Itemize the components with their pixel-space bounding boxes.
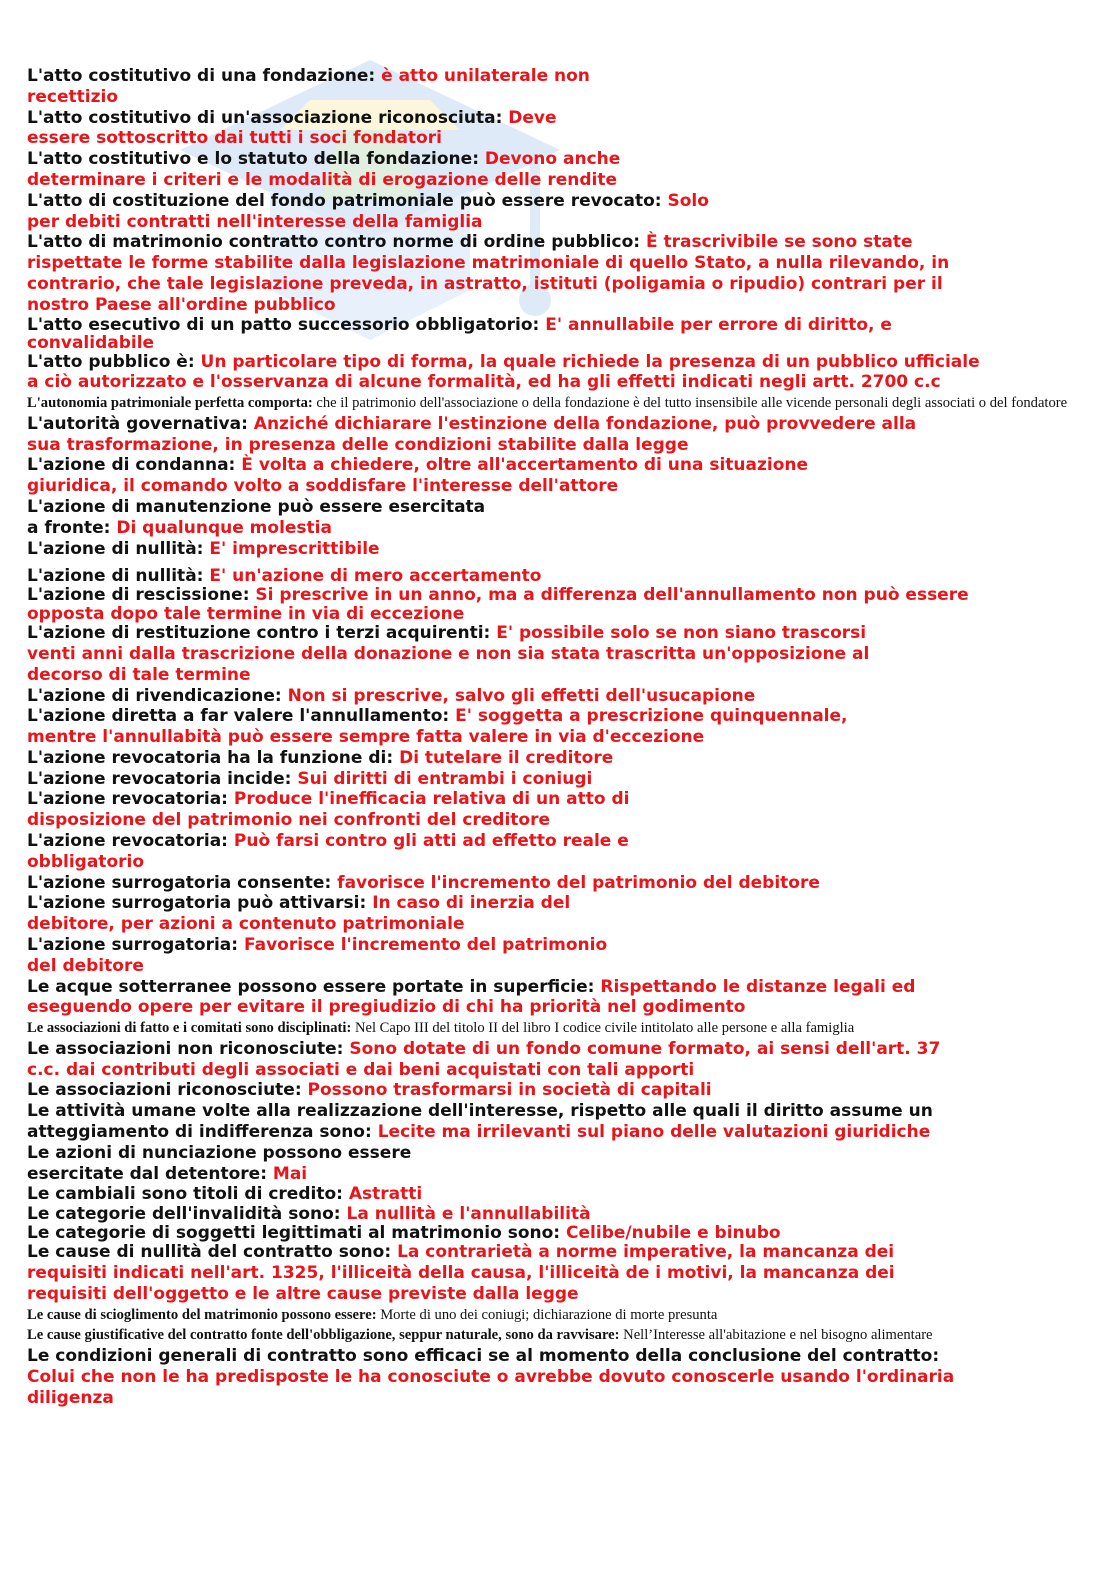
question-text: L'azione surrogatoria può attivarsi:: [27, 893, 373, 914]
question-text: L'azione di nullità:: [27, 566, 210, 587]
answer-text: è atto unilaterale non recettizio: [27, 66, 590, 107]
answer-text: Un particolare tipo di forma, la quale richiede la presenza di un pubblico ufficiale a ciò autorizzato e l'osservanza di alcune formalità, ed ha gli effetti indicati negli artt. 2700 c.c: [27, 351, 980, 393]
answer-text: E' soggetta a prescrizione quinquennale, mentre l'annullabità può essere sempre fatta valere in via d'eccezione: [27, 706, 848, 748]
qa-entry: [27, 539, 1097, 560]
answer-text: Nel Capo III del titolo II del libro I codice civile intitolato alle persone e alla famiglia: [354, 1020, 855, 1037]
answer-text: Lecite ma irrilevanti sul piano delle valutazioni giuridiche: [377, 1122, 931, 1143]
qa-entry: [27, 567, 1097, 586]
qa-entry: [27, 497, 1097, 539]
question-text: L'azione revocatoria ha la funzione di:: [27, 747, 400, 768]
answer-text: Celibe/nubile e binubo: [566, 1222, 781, 1243]
question-text: Le cause di nullità del contratto sono:: [27, 1242, 398, 1263]
question-text: Le acque sotterranee possono essere portate in superficie:: [27, 976, 601, 997]
answer-text: favorisce l'incremento del patrimonio del debitore: [337, 872, 820, 893]
question-text: L'azione surrogatoria:: [27, 935, 244, 956]
question-text: Le azioni di nunciazione possono essere esercitate dal detentore:: [27, 1142, 412, 1184]
answer-text: Devono anche determinare i criteri e le modalità di erogazione delle rendite: [27, 149, 621, 190]
question-text: Le condizioni generali di contratto sono efficaci se al momento della conclusione del contratto:: [27, 1345, 940, 1366]
qa-entry: [27, 1143, 1097, 1185]
qa-entry: [27, 455, 1097, 497]
qa-entry: [27, 935, 1097, 977]
question-text: L'atto di matrimonio contratto contro norme di ordine pubblico:: [27, 232, 646, 253]
answer-text: Solo per debiti contratti nell'interesse della famiglia: [27, 190, 709, 232]
question-text: Le associazioni riconosciute:: [27, 1080, 308, 1101]
answer-text: Morte di uno dei coniugi; dichiarazione di morte presunta: [380, 1306, 718, 1323]
answer-text: Favorisce l'incremento del patrimonio del debitore: [27, 935, 608, 976]
qa-entry: [27, 586, 1097, 623]
answer-text: Colui che non le ha predisposte le ha conosciute o avrebbe dovuto conoscerle usando l'ordinaria diligenza: [27, 1366, 955, 1408]
answer-text: E' annullabile per errore di diritto, e convalidabile: [27, 314, 892, 353]
qa-entry: [27, 873, 1097, 894]
question-text: L'atto pubblico è:: [27, 351, 201, 372]
qa-entry: [27, 1325, 1097, 1346]
answer-text: Produce l'inefficacia relativa di un atto di disposizione del patrimonio nei confronti del creditore: [27, 789, 630, 831]
qa-entry: [27, 893, 1097, 935]
qa-entry: [27, 316, 1097, 352]
qa-entry: [27, 352, 1097, 394]
answer-text: Mai: [272, 1163, 308, 1184]
qa-entry: [27, 831, 1097, 873]
answer-text: La contrarietà a norme imperative, la mancanza dei requisiti indicati nell'art. 1325, l'illiceità della causa, l'illiceità de i motivi, la mancanza dei requisiti dell'oggetto e le altre cause previste dalla legge: [27, 1242, 895, 1304]
qa-entry: [27, 232, 1097, 315]
qa-entry: [27, 1205, 1097, 1224]
qa-entry: [27, 1184, 1097, 1205]
question-text: Le categorie di soggetti legittimati al matrimonio sono:: [27, 1222, 567, 1243]
question-text: L'azione revocatoria:: [27, 831, 234, 852]
qa-entry: [27, 706, 1097, 748]
qa-entry: [27, 1080, 1097, 1101]
question-text: L'azione di restituzione contro i terzi acquirenti:: [27, 623, 497, 644]
answer-text: Si prescrive in un anno, ma a differenza dell'annullamento non può essere opposta dopo tale termine in via di eccezione: [27, 584, 969, 624]
answer-text: È trascrivibile se sono state rispettate le forme stabilite dalla legislazione matrimoniale di quello Stato, a nulla rilevando, in contrario, che tale legislazione preveda, in astratto, istituti (poligamia o ripudio) contrari per il nostro Paese all'ordine pubblico: [27, 232, 950, 315]
answer-text: E' possibile solo se non siano trascorsi venti anni dalla trascrizione della donazione e non sia stata trascritta un'opposizione al decorso di tale termine: [27, 623, 870, 685]
question-text: L'azione diretta a far valere l'annullamento:: [27, 706, 456, 727]
answer-text: Può farsi contro gli atti ad effetto reale e obbligatorio: [27, 831, 629, 872]
question-text: L'atto costitutivo e lo statuto della fondazione:: [27, 149, 485, 170]
question-text: L'azione di rescissione:: [27, 584, 256, 605]
qa-entry: [27, 769, 1097, 790]
question-text: L'atto costitutivo di una fondazione:: [27, 66, 382, 86]
question-text: Le cause giustificative del contratto fonte dell'obbligazione, seppur naturale, sono da ravvisare:: [27, 1327, 624, 1344]
question-text: Le cambiali sono titoli di credito:: [27, 1184, 349, 1205]
qa-list: [27, 66, 1097, 1408]
question-text: L'azione di condanna:: [27, 455, 242, 476]
question-text: L'azione di nullità:: [27, 538, 210, 559]
answer-text: Sui diritti di entrambi i coniugi: [297, 768, 593, 789]
question-text: L'atto di costituzione del fondo patrimoniale può essere revocato:: [27, 190, 668, 211]
qa-entry: [27, 686, 1097, 707]
question-text: Le categorie dell'invalidità sono:: [27, 1204, 347, 1225]
question-text: L'atto costitutivo di un'associazione riconosciuta:: [27, 107, 509, 128]
qa-entry: [27, 1039, 1097, 1081]
qa-entry: [27, 108, 1097, 150]
qa-entry: [27, 1224, 1097, 1243]
qa-entry: [27, 1242, 1097, 1304]
qa-entry: [27, 393, 1097, 414]
question-text: Le associazioni di fatto e i comitati sono disciplinati:: [27, 1020, 355, 1037]
question-text: L'azione surrogatoria consente:: [27, 872, 338, 893]
qa-entry: [27, 191, 1097, 233]
answer-text: La nullità e l'annullabilità: [346, 1204, 591, 1225]
answer-text: Deve essere sottoscritto dai tutti i soci fondatori: [27, 107, 557, 149]
qa-entry: [27, 748, 1097, 769]
answer-text: che il patrimonio dell'associazione o della fondazione è del tutto insensibile alle vicende personali degli associati o del fondatore: [316, 395, 1068, 412]
qa-entry: [27, 66, 1097, 108]
answer-text: Di tutelare il creditore: [399, 747, 614, 768]
answer-text: In caso di inerzia del debitore, per azioni a contenuto patrimoniale: [27, 893, 571, 935]
question-text: L'azione revocatoria:: [27, 789, 234, 810]
answer-text: Possono trasformarsi in società di capitali: [307, 1080, 712, 1101]
qa-entry: [27, 1305, 1097, 1326]
answer-text: Astratti: [348, 1184, 423, 1205]
question-text: L'azione di manutenzione può essere esercitata a fronte:: [27, 496, 486, 538]
qa-entry: [27, 1346, 1097, 1408]
question-text: Le cause di scioglimento del matrimonio possono essere:: [27, 1306, 381, 1323]
question-text: Le attività umane volte alla realizzazione dell'interesse, rispetto alle quali il diritto assume un atteggiamento di indifferenza sono:: [27, 1101, 933, 1143]
answer-text: E' un'azione di mero accertamento: [209, 566, 542, 587]
answer-text: Non si prescrive, salvo gli effetti dell'usucapione: [287, 685, 756, 706]
qa-entry: [27, 149, 1097, 191]
qa-entry: [27, 789, 1097, 831]
answer-text: Di qualunque molestia: [116, 517, 332, 538]
answer-text: E' imprescrittibile: [209, 538, 380, 559]
question-text: L'atto esecutivo di un patto successorio obbligatorio:: [27, 314, 546, 335]
question-text: L'azione revocatoria incide:: [27, 768, 298, 789]
answer-text: Anziché dichiarare l'estinzione della fondazione, può provvedere alla sua trasformazione, in presenza delle condizioni stabilite dalla legge: [27, 413, 917, 455]
answer-text: Nell’Interesse all'abitazione e nel bisogno alimentare: [623, 1327, 933, 1344]
qa-entry: [27, 1018, 1097, 1039]
qa-entry: [27, 414, 1097, 456]
question-text: L'autorità governativa:: [27, 413, 254, 434]
question-text: L'azione di rivendicazione:: [27, 685, 288, 706]
question-text: Le associazioni non riconosciute:: [27, 1038, 350, 1059]
answer-text: Sono dotate di un fondo comune formato, ai sensi dell'art. 37 c.c. dai contributi degli associati e dai beni acquistati con tali apporti: [27, 1038, 941, 1080]
qa-entry: [27, 1101, 1097, 1143]
answer-text: È volta a chiedere, oltre all'accertamento di una situazione giuridica, il comando volto a soddisfare l'interesse dell'attore: [27, 455, 809, 497]
question-text: L'autonomia patrimoniale perfetta comporta:: [27, 395, 317, 412]
answer-text: Rispettando le distanze legali ed eseguendo opere per evitare il pregiudizio di chi ha priorità nel godimento: [27, 976, 916, 1018]
qa-entry: [27, 623, 1097, 685]
qa-entry: [27, 977, 1097, 1019]
